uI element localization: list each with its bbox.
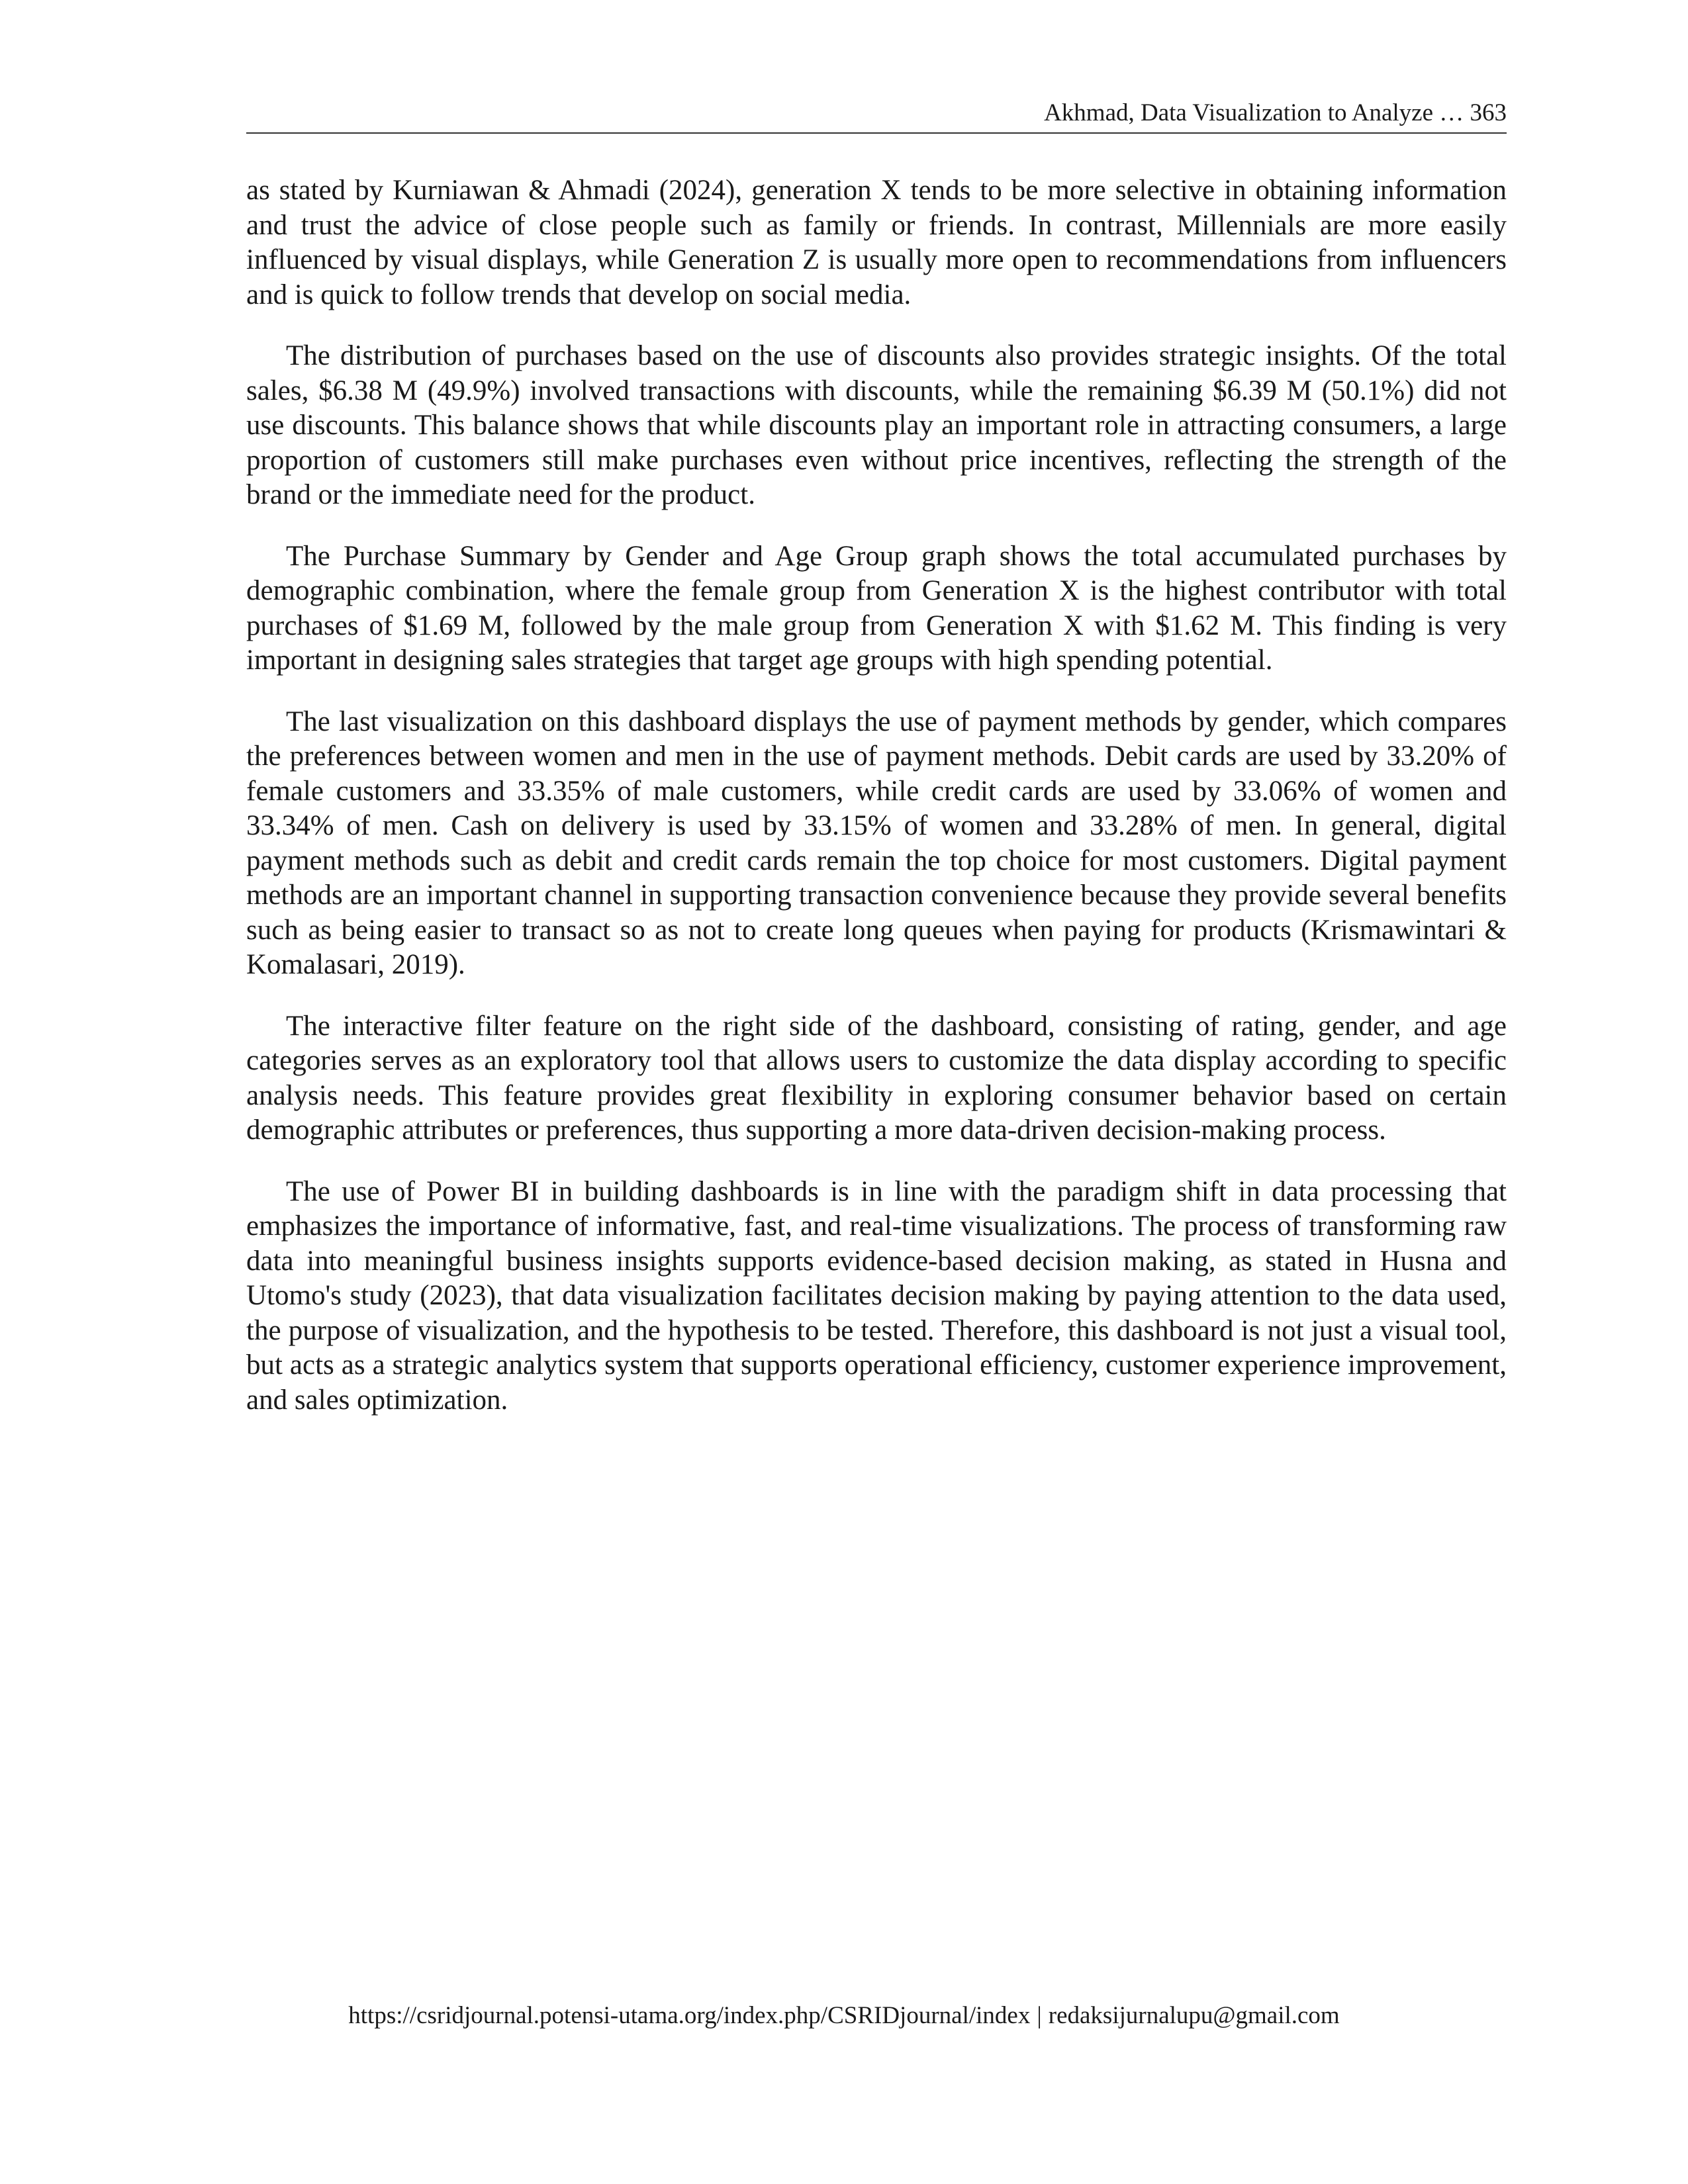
article-body [246,173,1507,1444]
paragraph-power-bi: The use of Power BI in building dashboards is in line with the paradigm shift in data processing that emphasizes the importance of informative, fast, and real-time visualizations. The process of transforming raw data into meaningful business insights supports evidence-based decision making, as stated in Husna and Utomo's study (2023), that data visualization facilitates decision making by paying attention to the data used, the purpose of visualization, and the hypothesis to be tested. Therefore, this dashboard is not just a visual tool, but acts as a strategic analytics system that supports operational efficiency, customer experience improvement, and sales optimization. [246,1175,1507,1416]
paragraph-continuation: as stated by Kurniawan & Ahmadi (2024), generation X tends to be more selective in obtaining information and trust the advice of close people such as family or friends. In contrast, Millennials are more easily influenced by visual displays, while Generation Z is usually more open to recommendations from influencers and is quick to follow trends that develop on social media. [246,175,1507,310]
running-title: Akhmad, Data Visualization to Analyze … 363 [1044,99,1507,126]
page-footer [0,2001,1688,2031]
paragraph-discount-distribution: The distribution of purchases based on the use of discounts also provides strategic insights. Of the total sales, $6.38 M (49.9%) involved transactions with discounts, while the remaining $6.39 M (50.1%) did not use discounts. This balance shows that while discounts play an important role in attracting consumers, a large proportion of customers still make purchases even without price incentives, reflecting the strength of the brand or the immediate need for the product. [246,340,1507,510]
footer-separator: | [1037,2002,1042,2029]
paragraph-payment-methods: The last visualization on this dashboard displays the use of payment methods by gender, which compares the preferences between women and men in the use of payment methods. Debit cards are used by 33.20% of female customers and 33.35% of male customers, while credit cards are used by 33.06% of women and 33.34% of men. Cash on delivery is used by 33.15% of women and 33.28% of men. In general, digital payment methods such as debit and credit cards remain the top choice for most customers. Digital payment methods are an important channel in supporting transaction convenience because they provide several benefits such as being easier to transact so as not to create long queues when paying for products (Krismawintari & Komalasari, 2019). [246,705,1507,980]
journal-email: redaksijurnalupu@gmail.com [1048,2002,1340,2029]
paragraph-purchase-summary: The Purchase Summary by Gender and Age Group graph shows the total accumulated purchases by demographic combination, where the female group from Generation X is the highest contributor with total purchases of $1.69 M, followed by the male group from Generation X with $1.62 M. This finding is very important in designing sales strategies that target age groups with high spending potential. [246,540,1507,676]
journal-url: https://csridjournal.potensi-utama.org/index.php/CSRIDjournal/index [348,2002,1031,2029]
running-header [246,98,1507,134]
paragraph-interactive-filter: The interactive filter feature on the right side of the dashboard, consisting of rating, gender, and age categories serves as an exploratory tool that allows users to customize the data display according to specific analysis needs. This feature provides great flexibility in exploring consumer behavior based on certain demographic attributes or preferences, thus supporting a more data-driven decision-making process. [246,1010,1507,1146]
